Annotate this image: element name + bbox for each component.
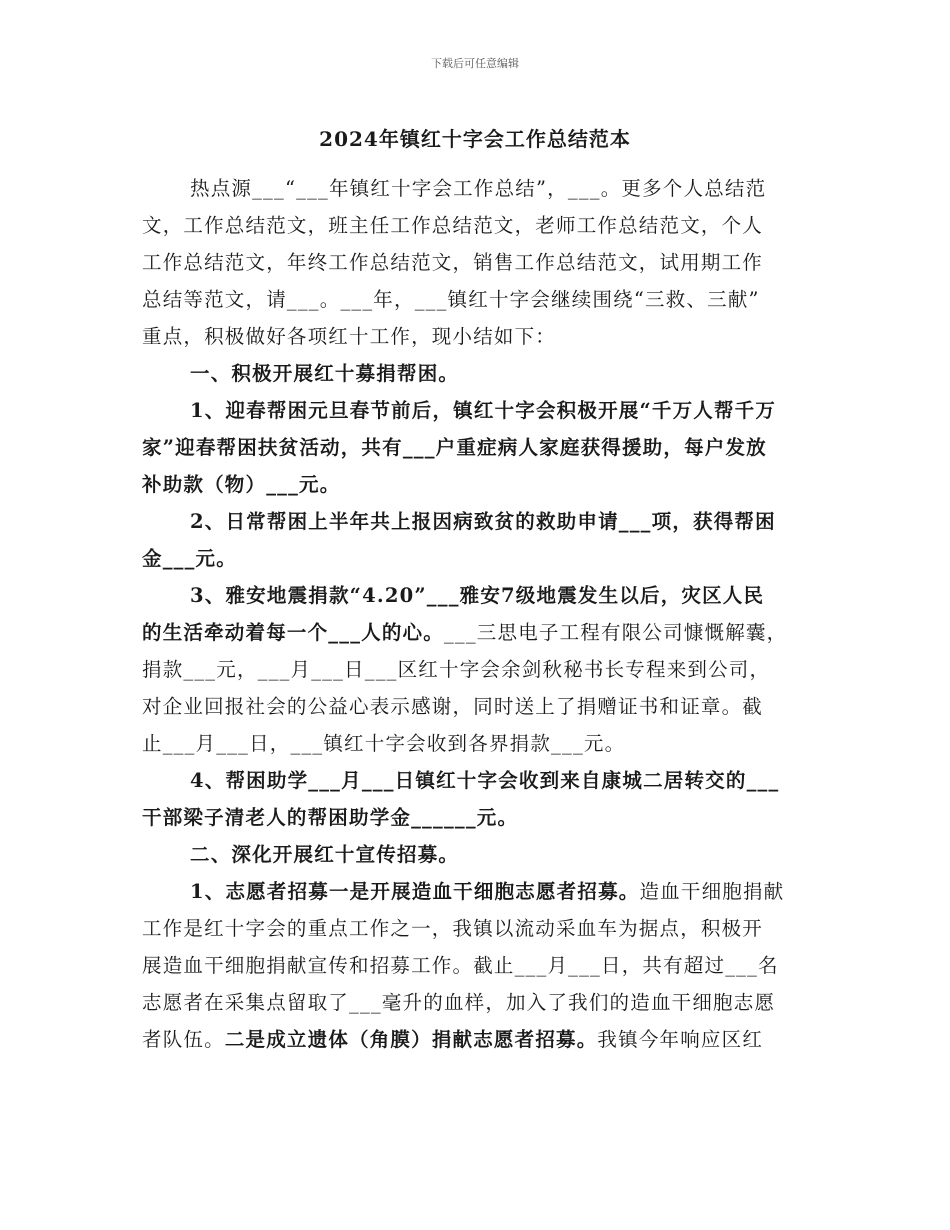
paragraph-line: 重点，积极做好各项红十工作，现小结如下：: [142, 325, 557, 348]
normal-run: ___三思电子工程有限公司慷慨解囊，: [443, 621, 788, 644]
section-heading: 一、积极开展红十募捐帮困。: [190, 362, 460, 385]
paragraph-line: 家”迎春帮困扶贫活动，共有___户重症病人家庭获得援助，每户发放: [142, 436, 767, 459]
bold-run: 1、志愿者招募一是开展造血干细胞志愿者招募。: [190, 880, 640, 903]
normal-run: 我镇今年响应区红: [597, 1028, 764, 1051]
paragraph-line: 1、迎春帮困元旦春节前后，镇红十字会积极开展“千万人帮千万: [190, 399, 777, 422]
header-note: 下载后可任意编辑: [431, 57, 519, 70]
paragraph-line: 金___元。: [142, 547, 237, 570]
paragraph-line: [142, 873, 810, 910]
paragraph-line: 工作总结范文，年终工作总结范文，销售工作总结范文，试用期工作: [142, 251, 764, 274]
normal-run: 者队伍。: [142, 1028, 225, 1051]
paragraph-line: 补助款（物）___元。: [142, 473, 341, 496]
paragraph-line: 志愿者在采集点留取了___毫升的血样，加入了我们的造血干细胞志愿: [142, 991, 776, 1014]
paragraph-line: 对企业回报社会的公益心表示感谢，同时送上了捐赠证书和证章。截: [142, 695, 764, 718]
paragraph-line: 2、日常帮困上半年共上报因病致贫的救助申请___项，获得帮困: [190, 510, 776, 533]
normal-run: 造血干细胞捐献: [639, 880, 785, 903]
paragraph-line: 展造血干细胞捐献宣传和招募工作。截止___月___日，共有超过___名: [142, 954, 779, 977]
document-body: [142, 170, 810, 1058]
bold-run: 的生活牵动着每一个___人的心。: [142, 621, 444, 644]
paragraph-line: 4、帮困助学___月___日镇红十字会收到来自康城二居转交的___: [190, 769, 780, 792]
paragraph-line: 工作是红十字会的重点工作之一，我镇以流动采血车为据点，积极开: [142, 917, 764, 940]
paragraph-line: 止___月___日，___镇红十字会收到各界捐款___元。: [142, 732, 626, 755]
paragraph-line: [142, 1021, 810, 1058]
paragraph-line: 捐款___元，___月___日___区红十字会余剑秋秘书长专程来到公司，: [142, 658, 771, 681]
paragraph-line: 干部梁子清老人的帮困助学金______元。: [142, 806, 519, 829]
section-heading: 二、深化开展红十宣传招募。: [190, 843, 460, 866]
document-title: 2024年镇红十字会工作总结范本: [319, 127, 631, 151]
paragraph-line: 热点源___“___年镇红十字会工作总结”，___。更多个人总结范: [190, 177, 767, 200]
paragraph-line: 文，工作总结范文，班主任工作总结范文，老师工作总结范文，个人: [142, 214, 764, 237]
paragraph-line: [142, 614, 810, 651]
bold-run: 二是成立遗体（角膜）捐献志愿者招募。: [224, 1028, 598, 1051]
paragraph-line: 3、雅安地震捐款“4.20”___雅安7级地震发生以后，灾区人民: [190, 584, 765, 607]
paragraph-line: 总结等范文，请___。___年，___镇红十字会继续围绕“三救、三献”: [142, 288, 760, 311]
